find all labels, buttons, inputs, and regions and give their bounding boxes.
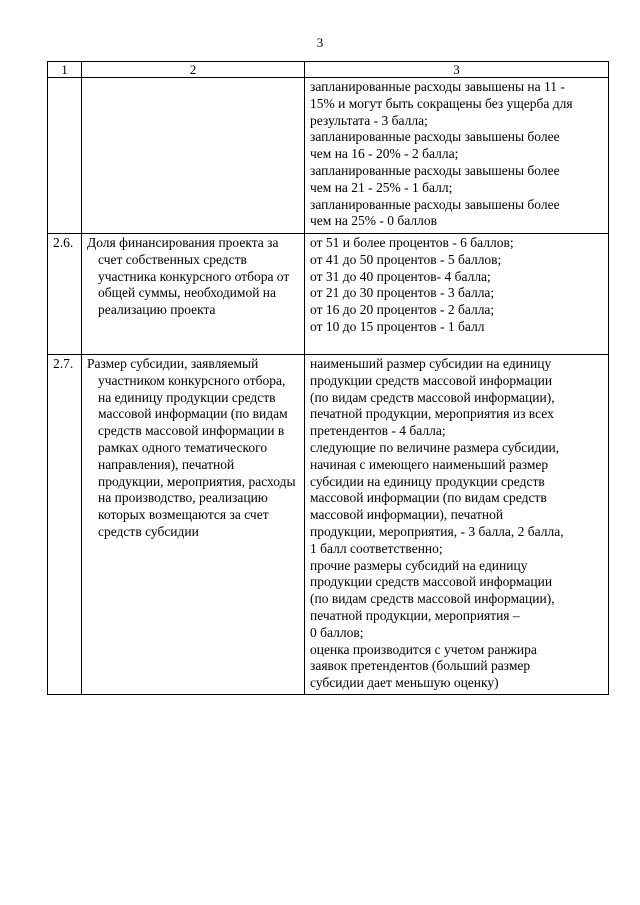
scoring-line: (по видам средств массовой информации), xyxy=(310,591,555,607)
scoring-line: чем на 16 - 20% - 2 балла; xyxy=(310,146,459,162)
scoring-line: 15% и могут быть сокращены без ущерба для xyxy=(310,95,573,111)
scoring-line: результата - 3 балла; xyxy=(310,112,428,128)
table-row xyxy=(48,234,609,355)
scoring-line: от 41 до 50 процентов - 5 баллов; xyxy=(310,251,502,267)
scoring-line: печатной продукции, мероприятия – xyxy=(310,607,520,623)
scoring-line: чем на 21 - 25% - 1 балл; xyxy=(310,179,453,195)
scoring-line: прочие размеры субсидий на единицу xyxy=(310,557,528,573)
header-cell-3: 3 xyxy=(305,62,609,78)
criterion-cell xyxy=(82,234,305,355)
row-number: 2.6. xyxy=(48,234,82,355)
scoring-line: продукции средств массовой информации xyxy=(310,372,553,388)
table-row xyxy=(48,78,609,234)
criterion-cell xyxy=(82,355,305,695)
scoring-line: от 51 и более процентов - 6 баллов; xyxy=(310,235,514,250)
scoring-line: претендентов - 4 балла; xyxy=(310,423,446,439)
criterion-text: Размер субсидии, заявляемый участником конкурсного отбора, на единицу продукции средств массовой информации (по видам средств массовой информации в рамках одного тематического направления), печатной продукции, мероприятия, расходы на производство, реализацию которых возмещаются за счет средств субсидии xyxy=(87,356,296,539)
scoring-line: запланированные расходы завышены более xyxy=(310,196,560,212)
scoring-line: печатной продукции, мероприятия из всех xyxy=(310,406,554,422)
scoring-line: 1 балл соответственно; xyxy=(310,540,443,556)
criteria-table xyxy=(47,61,609,695)
scoring-line: 0 баллов; xyxy=(310,624,364,640)
criterion-cell xyxy=(82,78,305,234)
scoring-line: оценка производится с учетом ранжира xyxy=(310,641,537,657)
scoring-line: чем на 25% - 0 баллов xyxy=(310,213,437,229)
scoring-line: наименьший размер субсидии на единицу xyxy=(310,356,552,371)
table-header-row xyxy=(48,62,609,78)
scoring-line: продукции средств массовой информации xyxy=(310,574,553,590)
header-cell-2: 2 xyxy=(82,62,305,78)
scoring-cell xyxy=(305,355,609,695)
scoring-line: массовой информации (по видам средств xyxy=(310,490,547,506)
header-cell-1: 1 xyxy=(48,62,82,78)
scoring-line: следующие по величине размера субсидии, xyxy=(310,439,560,455)
scoring-line: запланированные расходы завышены более xyxy=(310,129,560,145)
scoring-line: продукции, мероприятия, - 3 балла, 2 балла, xyxy=(310,523,564,539)
page-number: 3 xyxy=(316,35,324,50)
scoring-line: массовой информации), печатной xyxy=(310,507,504,523)
scoring-line: от 16 до 20 процентов - 2 балла; xyxy=(310,302,495,318)
table-row xyxy=(48,355,609,695)
criterion-text: Доля финансирования проекта за счет собственных средств участника конкурсного отбора от общей суммы, необходимой на реализацию проекта xyxy=(87,235,290,318)
row-number: 2.7. xyxy=(48,355,82,695)
scoring-line: начиная с имеющего наименьший размер xyxy=(310,456,549,472)
scoring-line: от 31 до 40 процентов- 4 балла; xyxy=(310,268,491,284)
scoring-line: от 21 до 30 процентов - 3 балла; xyxy=(310,285,495,301)
scoring-line: запланированные расходы завышены более xyxy=(310,162,560,178)
scoring-line: субсидии на единицу продукции средств xyxy=(310,473,545,489)
scoring-cell xyxy=(305,234,609,355)
scoring-line: запланированные расходы завышены на 11 - xyxy=(310,79,565,94)
scoring-line: субсидии дает меньшую оценку) xyxy=(310,675,499,691)
scoring-line: заявок претендентов (больший размер xyxy=(310,658,531,674)
row-number xyxy=(48,78,82,234)
scoring-line: (по видам средств массовой информации), xyxy=(310,389,555,405)
scoring-line: от 10 до 15 процентов - 1 балл xyxy=(310,318,485,334)
scoring-cell xyxy=(305,78,609,234)
